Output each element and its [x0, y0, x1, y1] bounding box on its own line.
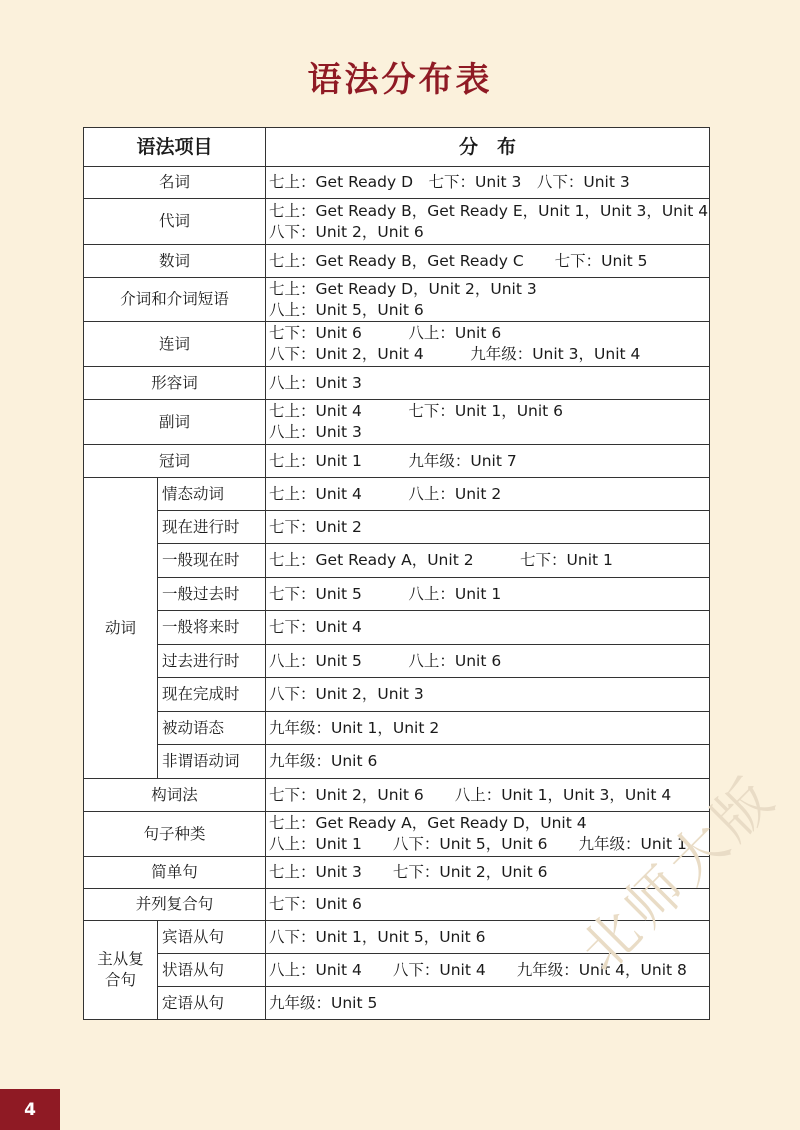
grammar-subitem: 非谓语动词: [158, 745, 266, 779]
distribution-cell: [266, 367, 710, 400]
table-row: [84, 779, 710, 812]
group-label-line: 合句: [104, 971, 136, 989]
distribution-line: 七下：Unit 2，Unit 6 八上：Unit 1，Unit 3，Unit 4: [269, 785, 672, 804]
grammar-item: 形容词: [84, 367, 266, 400]
distribution-cell: 七下：Unit 5 八上：Unit 1: [266, 578, 710, 611]
table-row: [84, 367, 710, 400]
distribution-line: 八上：Unit 5，Unit 6: [269, 300, 424, 319]
grammar-item: 数词: [84, 245, 266, 278]
distribution-line: 七下：Unit 6 八上：Unit 6: [269, 324, 502, 342]
grammar-item: 简单句: [84, 857, 266, 889]
distribution-cell: 八上：Unit 5 八上：Unit 6: [266, 645, 710, 678]
distribution-line: 七上：Get Ready B，Get Ready C 七下：Unit 5: [269, 251, 648, 270]
verb-group-label: 动词: [84, 478, 158, 779]
distribution-line: 八上：Unit 1 八下：Unit 5，Unit 6 九年级：Unit 1: [269, 835, 687, 853]
distribution-cell: [266, 445, 710, 478]
grammar-subitem: 定语从句: [158, 987, 266, 1020]
table-row: [84, 278, 710, 322]
grammar-item: 副词: [84, 400, 266, 445]
table-row: [84, 245, 710, 278]
table-row: [84, 199, 710, 245]
table-row: [84, 478, 710, 511]
table-row: [84, 745, 710, 779]
grammar-subitem: 一般现在时: [158, 544, 266, 578]
distribution-line: 七上：Get Ready B，Get Ready E，Unit 1，Unit 3，Unit 4: [269, 201, 709, 220]
distribution-cell: 九年级：Unit 1，Unit 2: [266, 712, 710, 745]
table-row: [84, 511, 710, 544]
distribution-line: 八下：Unit 2，Unit 4 九年级：Unit 3，Unit 4: [269, 345, 641, 363]
distribution-cell: 八上：Unit 4 八下：Unit 4 九年级：Unit 4，Unit 8: [266, 954, 710, 987]
distribution-line: 七上：Get Ready A，Get Ready D，Unit 4: [269, 814, 587, 832]
grammar-subitem: 状语从句: [158, 954, 266, 987]
table-row: [84, 987, 710, 1020]
grammar-subitem: 现在进行时: [158, 511, 266, 544]
distribution-cell: 八下：Unit 2，Unit 3: [266, 678, 710, 712]
table-row: [84, 167, 710, 199]
grammar-subitem: 过去进行时: [158, 645, 266, 678]
header-grammar-item: 语法项目: [84, 128, 266, 167]
distribution-cell: [266, 779, 710, 812]
distribution-line: 七上：Get Ready D 七下：Unit 3 八下：Unit 3: [269, 173, 630, 191]
table-row: [84, 678, 710, 712]
distribution-cell: 九年级：Unit 6: [266, 745, 710, 779]
table-row: [84, 812, 710, 857]
distribution-line: 八上：Unit 3: [269, 373, 362, 392]
grammar-subitem: 一般将来时: [158, 611, 266, 645]
distribution-cell: 七下：Unit 2: [266, 511, 710, 544]
group-label-line: 主从复: [97, 950, 144, 968]
grammar-item: 代词: [84, 199, 266, 245]
distribution-cell: [266, 322, 710, 367]
distribution-line: 七上：Unit 4 七下：Unit 1，Unit 6: [269, 402, 564, 420]
grammar-subitem: 情态动词: [158, 478, 266, 511]
distribution-line: 七上：Get Ready D，Unit 2，Unit 3: [269, 279, 537, 298]
grammar-item: 冠词: [84, 445, 266, 478]
grammar-subitem: 宾语从句: [158, 921, 266, 954]
table-row: [84, 400, 710, 445]
grammar-item: 构词法: [84, 779, 266, 812]
distribution-cell: 七上：Get Ready A，Unit 2 七下：Unit 1: [266, 544, 710, 578]
grammar-subitem: 一般过去时: [158, 578, 266, 611]
grammar-subitem: 现在完成时: [158, 678, 266, 712]
distribution-cell: 七上：Unit 4 八上：Unit 2: [266, 478, 710, 511]
table-row: [84, 645, 710, 678]
distribution-cell: 七下：Unit 4: [266, 611, 710, 645]
grammar-item: 并列复合句: [84, 889, 266, 921]
distribution-line: 八上：Unit 3: [269, 423, 362, 441]
table-header-row: [84, 128, 710, 167]
complex-sentence-group-label: [84, 921, 158, 1020]
grammar-item: 句子种类: [84, 812, 266, 857]
grammar-item: 介词和介词短语: [84, 278, 266, 322]
publisher-watermark: 北师大版: [568, 763, 790, 985]
header-distribution: 分 布: [266, 128, 710, 167]
distribution-line: 八下：Unit 2，Unit 6: [269, 222, 424, 241]
grammar-item: 连词: [84, 322, 266, 367]
distribution-cell: [266, 199, 710, 245]
table-row: [84, 611, 710, 645]
distribution-line: 七上：Unit 1 九年级：Unit 7: [269, 451, 517, 470]
page-number-badge: 4: [0, 1089, 60, 1130]
table-row: [84, 322, 710, 367]
table-row: [84, 712, 710, 745]
distribution-line: 七上：Unit 3 七下：Unit 2，Unit 6: [269, 863, 548, 881]
table-row: [84, 445, 710, 478]
distribution-cell: [266, 400, 710, 445]
table-row: [84, 578, 710, 611]
grammar-item: 名词: [84, 167, 266, 199]
distribution-cell: [266, 167, 710, 199]
distribution-line: 七下：Unit 6: [269, 895, 362, 913]
distribution-cell: [266, 278, 710, 322]
distribution-cell: 八下：Unit 1，Unit 5，Unit 6: [266, 921, 710, 954]
table-row: [84, 544, 710, 578]
distribution-cell: [266, 245, 710, 278]
grammar-subitem: 被动语态: [158, 712, 266, 745]
distribution-cell: 九年级：Unit 5: [266, 987, 710, 1020]
page-title: 语法分布表: [307, 60, 493, 100]
